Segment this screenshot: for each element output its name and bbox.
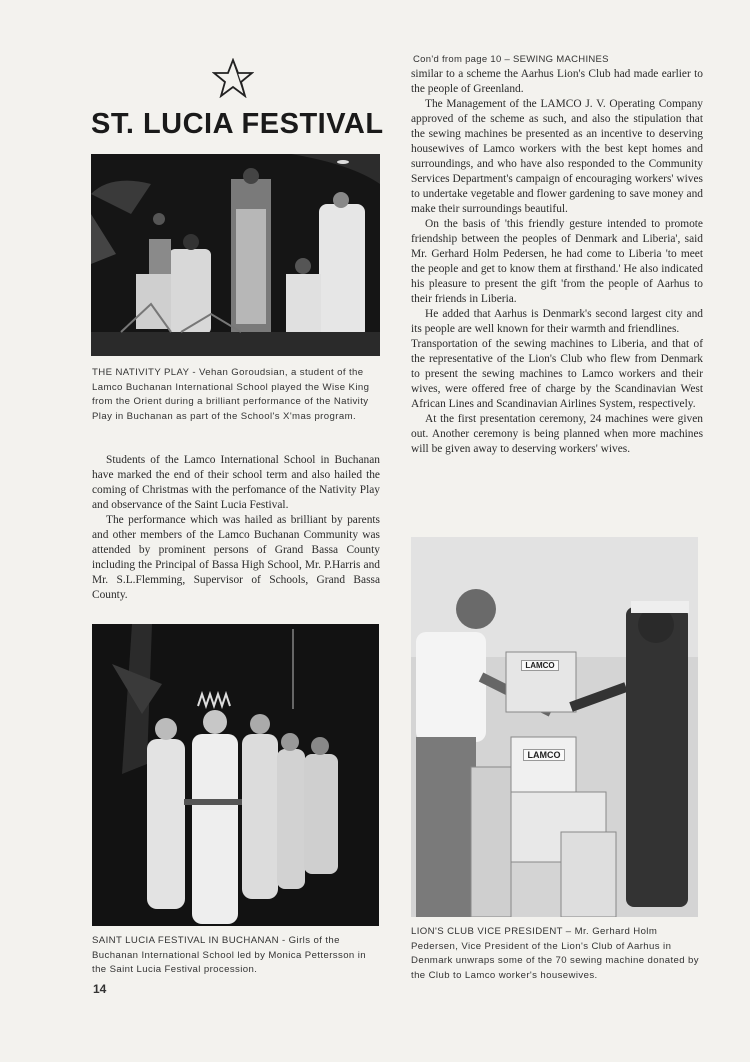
lucia-photo-caption: SAINT LUCIA FESTIVAL IN BUCHANAN - Girls of the Buchanan International School led by Monica Pettersson in the Saint Lucia Festival procession. bbox=[92, 935, 366, 975]
nativity-play-photo bbox=[91, 154, 380, 356]
continued-from-header: Con'd from page 10 – SEWING MACHINES bbox=[413, 54, 609, 65]
lions-club-vice-president-photo bbox=[411, 537, 698, 917]
lucia-article-paragraph: The performance which was hailed as brilliant by parents and other members of the Lamco Buchanan Community was attended by prominent persons of Grand Bassa County including the Principal of Bassa High School, Mr. P.Harris and Mr. S.L.Flemming, Supervisor of Schools, Grand Bassa County. bbox=[92, 514, 380, 601]
lamco-box-label: LAMCO bbox=[523, 749, 565, 761]
sewing-article-paragraph: On the basis of 'this friendly gesture intended to promote friendship between the peoples of Denmark and Liberia', said Mr. Gerhard Holm Pedersen, he had come to Liberia 'to meet the people and get to know them at firsthand.' He also indicated his pleasure to present the gift 'from the people of Aarhus to their friends in Liberia. bbox=[411, 218, 703, 305]
lamco-box-label: LAMCO bbox=[521, 660, 559, 671]
sewing-article-paragraph: Transportation of the sewing machines to Liberia, and that of the representative of the Lion's Club who flew from Denmark to present the sewing machines to Lamco workers and their wives, were offered free of charge by the Scandinavian West African Lines and Scandinavian Airlines System, respectively. bbox=[411, 338, 703, 410]
sewing-article-paragraph: The Management of the LAMCO J. V. Operating Company approved of the scheme as such, and also the stipulation that the sewing machines be presented as an incentive to deserving housewives of Lamco workers with the best kept homes and surroundings, and who have also responded to the Community Services Department's campaign of encouraging workers' wives to undertake vegetable and flower gardening to save money and make their surroundings beautiful. bbox=[411, 98, 703, 215]
saint-lucia-procession-photo bbox=[92, 624, 379, 926]
page-number: 14 bbox=[93, 982, 107, 996]
nativity-photo-caption: THE NATIVITY PLAY - Vehan Goroudsian, a student of the Lamco Buchanan International School played the Wise King from the Orient during a brilliant performance of the Nativity Play in Buchanan as part of the School's X'mas program. bbox=[92, 367, 370, 422]
sewing-article-paragraph: At the first presentation ceremony, 24 machines were given out. Another ceremony is being planned when more machines will be given away to deserving workers' wives. bbox=[411, 413, 703, 455]
star-ornament-icon bbox=[212, 58, 254, 98]
sewing-machines-article-body bbox=[411, 67, 703, 457]
lucia-article-body bbox=[92, 453, 380, 603]
sewing-article-paragraph: He added that Aarhus is Denmark's second largest city and its people are well known for their warmth and friendlines. bbox=[411, 308, 703, 335]
sewing-article-paragraph: similar to a scheme the Aarhus Lion's Club had made earlier to the people of Greenland. bbox=[411, 68, 703, 95]
lions-photo-caption: LION'S CLUB VICE PRESIDENT – Mr. Gerhard Holm Pedersen, Vice President of the Lion's Club of Aarhus in Denmark unwraps some of the 70 sewing machine donated by the Club to Lamco worker's housewives. bbox=[411, 926, 699, 981]
lucia-article-paragraph: Students of the Lamco International School in Buchanan have marked the end of their school term and also hailed the coming of Christmas with the perfomance of the Nativity Play and observance of the Saint Lucia Festival. bbox=[92, 454, 380, 511]
page-headline: ST. LUCIA FESTIVAL bbox=[91, 108, 384, 140]
